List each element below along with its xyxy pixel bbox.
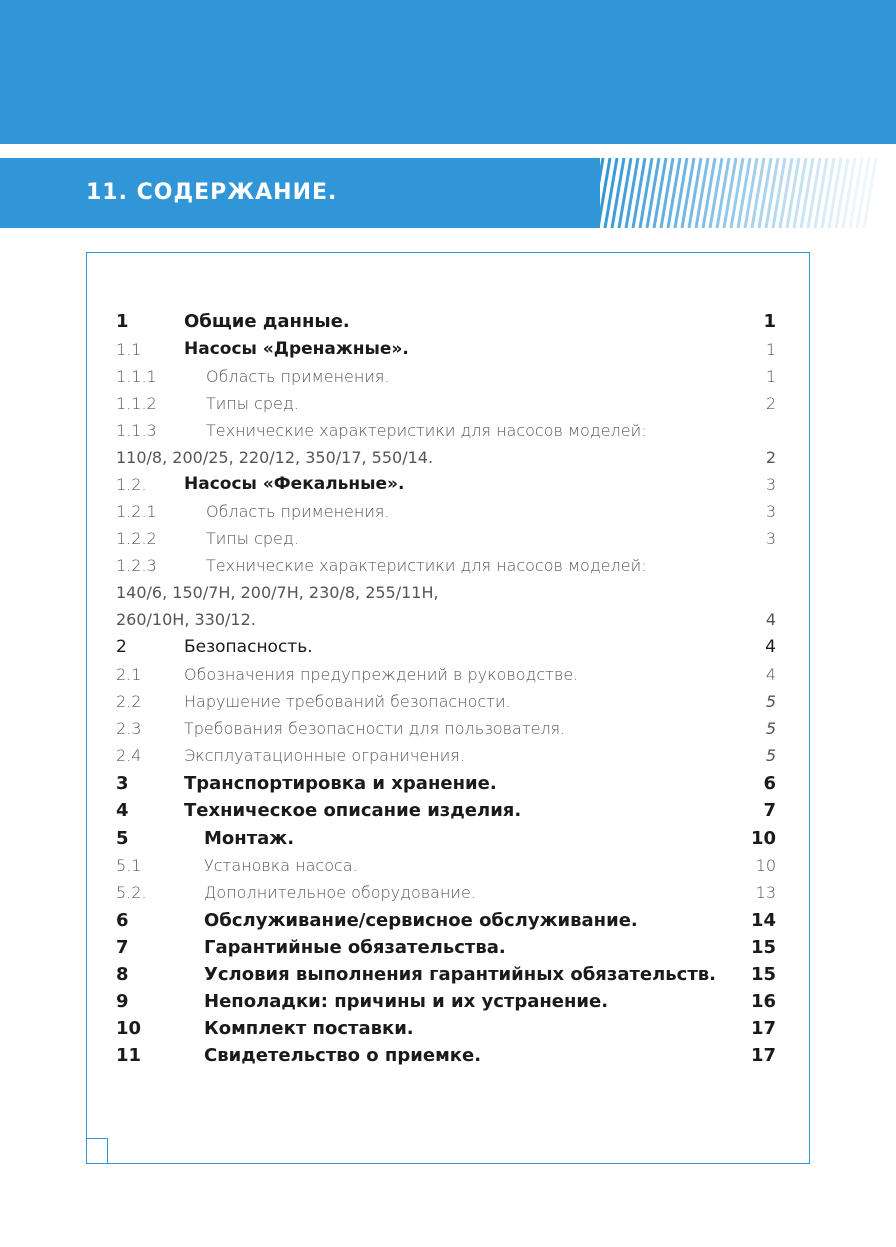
toc-number: 4: [116, 800, 129, 821]
toc-entry-10[interactable]: [116, 1015, 776, 1042]
toc-entry-4[interactable]: [116, 797, 776, 824]
toc-entry-1-1[interactable]: [116, 336, 776, 363]
toc-title: Технические характеристики для насосов моделей:: [206, 421, 647, 440]
toc-page: 15: [750, 937, 776, 958]
toc-entry-1-1-3-cont[interactable]: [116, 444, 776, 471]
toc-page: 5: [765, 719, 776, 738]
toc-title: 140/6, 150/7Н, 200/7Н, 230/8, 255/11Н,: [116, 583, 439, 602]
toc-title: Насосы «Фекальные».: [184, 474, 405, 494]
toc-entry-5-2[interactable]: [116, 879, 776, 906]
toc-title: Требования безопасности для пользователя.: [184, 719, 566, 738]
toc-number: 5.1: [116, 856, 142, 875]
toc-title: 260/10Н, 330/12.: [116, 610, 256, 629]
toc-number: 2.2: [116, 692, 142, 711]
toc-title: Эксплуатационные ограничения.: [184, 746, 465, 765]
toc-title: Типы сред.: [206, 529, 299, 548]
toc-entry-3[interactable]: [116, 770, 776, 797]
toc-number: 2.4: [116, 746, 142, 765]
toc-title: Условия выполнения гарантийных обязательств.: [204, 964, 716, 985]
toc-page: 10: [755, 856, 776, 875]
frame-corner-edge-right: [107, 1138, 108, 1164]
toc-number: 1.1.3: [116, 421, 157, 440]
toc-number: 1: [116, 311, 129, 332]
toc-page: 17: [750, 1045, 776, 1066]
toc-entry-1-2-3-cont2[interactable]: [116, 606, 776, 633]
toc-number: 3: [116, 773, 129, 794]
toc-entry-1-1-3[interactable]: [116, 417, 776, 444]
toc-page: 13: [755, 883, 776, 902]
toc-entry-1-2-3-cont[interactable]: [116, 579, 776, 606]
toc-page: 3: [765, 475, 776, 494]
toc-number: 2.3: [116, 719, 142, 738]
toc-page: 3: [765, 502, 776, 521]
toc-number: 2.1: [116, 665, 142, 684]
toc-page: 5: [765, 692, 776, 711]
toc-page: 2: [765, 394, 776, 413]
toc-page: 3: [765, 529, 776, 548]
toc-page: 7: [763, 800, 776, 821]
toc-number: 2: [116, 637, 127, 657]
toc-page: 5: [765, 746, 776, 765]
toc-title: Технические характеристики для насосов моделей:: [206, 556, 647, 575]
toc-number: 5.2.: [116, 883, 147, 902]
toc-number: 1.1.1: [116, 367, 157, 386]
toc-number: 9: [116, 991, 129, 1012]
toc-page: 4: [765, 610, 776, 629]
header-band: [0, 0, 896, 144]
toc-number: 10: [116, 1018, 142, 1039]
toc-number: 1.1: [116, 340, 142, 359]
toc-entry-2-2[interactable]: [116, 688, 776, 715]
toc-entry-2-4[interactable]: [116, 742, 776, 769]
toc-entry-1-2-2[interactable]: [116, 525, 776, 552]
toc-title: Типы сред.: [206, 394, 299, 413]
toc-title: Дополнительное оборудование.: [204, 883, 476, 902]
toc-title: Область применения.: [206, 367, 390, 386]
toc-title: 110/8, 200/25, 220/12, 350/17, 550/14.: [116, 448, 434, 467]
toc-number: 1.2.2: [116, 529, 157, 548]
frame-corner-edge-top: [86, 1138, 108, 1139]
toc-entry-1-1-1[interactable]: [116, 363, 776, 390]
toc-page: 4: [765, 665, 776, 684]
toc-number: 5: [116, 828, 129, 849]
toc-title: Техническое описание изделия.: [184, 800, 522, 821]
toc-title: Транспортировка и хранение.: [184, 773, 497, 794]
toc-number: 8: [116, 964, 129, 985]
toc-number: 6: [116, 910, 129, 931]
toc-page: 2: [765, 448, 776, 467]
toc-page: 4: [765, 637, 776, 657]
toc-entry-2-1[interactable]: [116, 661, 776, 688]
toc-entry-8[interactable]: [116, 961, 776, 988]
toc-page: 10: [750, 828, 776, 849]
toc-title: Безопасность.: [184, 637, 313, 657]
toc-entry-1-1-2[interactable]: [116, 390, 776, 417]
toc-entry-1-2-1[interactable]: [116, 498, 776, 525]
toc-title: Неполадки: причины и их устранение.: [204, 991, 609, 1012]
toc-page: 14: [750, 910, 776, 931]
decorative-hatch: [585, 158, 895, 228]
toc-page: 16: [750, 991, 776, 1012]
toc-entry-11[interactable]: [116, 1042, 776, 1069]
toc-page: 1: [765, 340, 776, 359]
toc-entry-9[interactable]: [116, 988, 776, 1015]
section-title: 11. СОДЕРЖАНИЕ.: [86, 180, 338, 205]
toc-number: 1.2.1: [116, 502, 157, 521]
toc-number: 11: [116, 1045, 142, 1066]
toc-page: 15: [750, 964, 776, 985]
toc-entry-7[interactable]: [116, 934, 776, 961]
toc-title: Область применения.: [206, 502, 390, 521]
toc-title: Установка насоса.: [204, 856, 358, 875]
toc-page: 1: [765, 367, 776, 386]
toc-title: Обозначения предупреждений в руководстве.: [184, 665, 579, 684]
toc-title: Комплект поставки.: [204, 1018, 414, 1039]
toc-number: 1.2.3: [116, 556, 157, 575]
toc-title: Обслуживание/сервисное обслуживание.: [204, 910, 638, 931]
toc-number: 1.1.2: [116, 394, 157, 413]
toc-title: Нарушение требований безопасности.: [184, 692, 511, 711]
toc-title: Свидетельство о приемке.: [204, 1045, 482, 1066]
toc-entry-1-2-3[interactable]: [116, 552, 776, 579]
toc-title: Гарантийные обязательства.: [204, 937, 506, 958]
toc-title: Насосы «Дренажные».: [184, 339, 409, 359]
toc-entry-1-2[interactable]: [116, 471, 776, 498]
toc-page: 1: [763, 311, 776, 332]
frame-corner-notch: [86, 1138, 108, 1164]
toc-entry-1[interactable]: [116, 308, 776, 335]
toc-title: Общие данные.: [184, 311, 350, 332]
toc-entry-2-3[interactable]: [116, 715, 776, 742]
toc-entry-6[interactable]: [116, 907, 776, 934]
toc-entry-5-1[interactable]: [116, 852, 776, 879]
toc-page: 6: [763, 773, 776, 794]
toc-entry-2[interactable]: [116, 634, 776, 661]
toc-number: 7: [116, 937, 129, 958]
toc-title: Монтаж.: [204, 828, 295, 849]
toc-page: 17: [750, 1018, 776, 1039]
toc-number: 1.2.: [116, 475, 147, 494]
toc-entry-5[interactable]: [116, 825, 776, 852]
